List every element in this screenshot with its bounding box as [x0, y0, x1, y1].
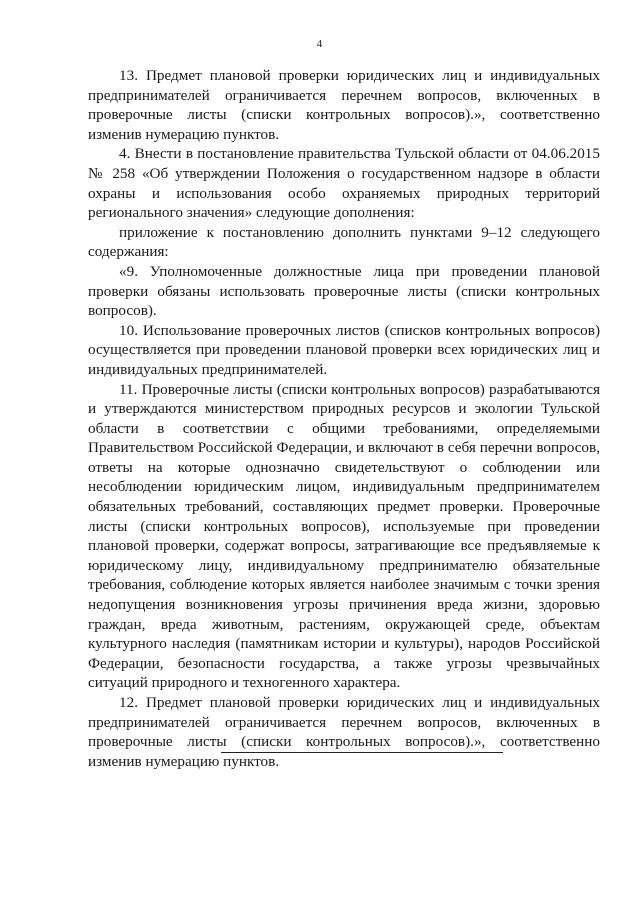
paragraph-item-9: «9. Уполномоченные должностные лица при проведении плановой проверки обязаны использовать проверочные листы (списки контрольных вопросов). [88, 262, 600, 320]
paragraph-item-10: 10. Использование проверочных листов (списков контрольных вопросов) осуществляется при проведении плановой проверки всех юридических лиц и индивидуальных предпринимателей. [88, 321, 600, 378]
paragraph-item-11: 11. Проверочные листы (списки контрольных вопросов) разрабатываются и утверждаются министерством природных ресурсов и экологии Тульской области в соответствии с общими требованиями, определяемыми Правительством Российской Федерации, и включают в себя перечни вопросов, ответы на которые однозначно свидетельствуют о соблюдении или несоблюдении юридическим лицом, индивидуальным предпринимателем обязательных требований, составляющих предмет проверки. Проверочные листы (списки контрольных вопросов), используемые при проведении плановой проверки, содержат вопросы, затрагивающие все предъявляемые к юридическому лицу, индивидуальному предпринимателю обязательные требования, соблюдение которых является наиболее значимым с точки зрения недопущения возникновения угрозы причинения вреда жизни, здоровью граждан, вреда животным, растениям, окружающей среде, объектам культурного наследия (памятникам истории и культуры), народов Российской Федерации, безопасности государства, а также угрозы чрезвычайных ситуаций природного и техногенного характера. [88, 380, 600, 692]
document-body [88, 66, 600, 771]
closing-separator-line [221, 752, 503, 753]
paragraph-appendix-note: приложение к постановлению дополнить пунктами 9–12 следующего содержания: [88, 223, 600, 261]
page-number: 4 [316, 38, 323, 50]
paragraph-item-13: 13. Предмет плановой проверки юридических лиц и индивидуальных предпринимателей ограничивается перечнем вопросов, включенных в проверочные листы (списки контрольных вопросов).», соответственно изменив нумерацию пунктов. [88, 67, 600, 143]
paragraph-item-12: 12. Предмет плановой проверки юридических лиц и индивидуальных предпринимателей ограничивается перечнем вопросов, включенных в проверочные листы (списки контрольных вопросов).», соответственно изменив нумерацию пунктов. [88, 694, 600, 770]
paragraph-section-4: 4. Внести в постановление правительства Тульской области от 04.06.2015 № 258 «Об утверждении Положения о государственном надзоре в области охраны и использования особо охраняемых природных территорий регионального значения» следующие дополнения: [88, 145, 600, 222]
